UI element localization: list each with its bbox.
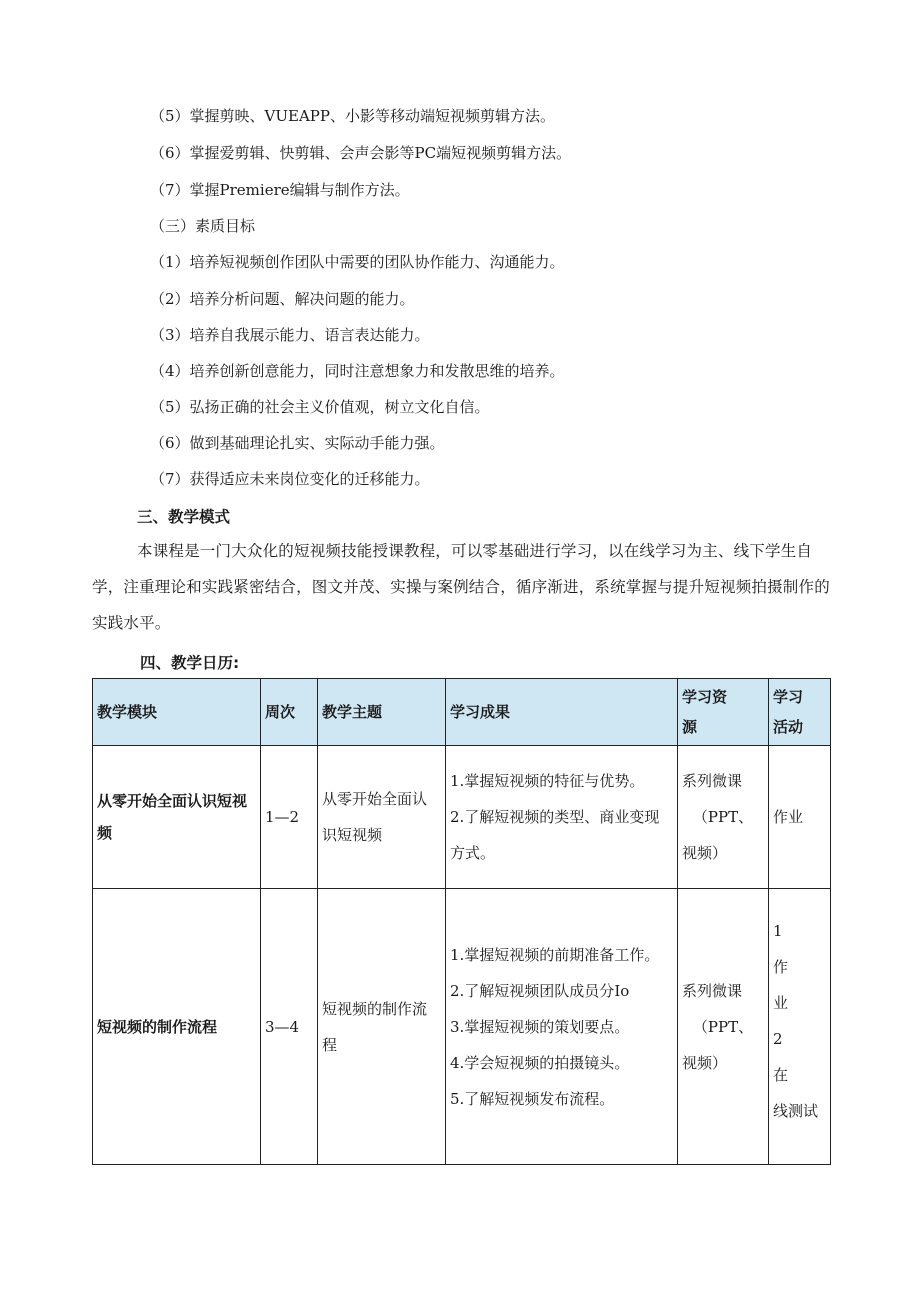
resource-line: 视频）	[682, 1053, 728, 1072]
text-line: （4）培养创新创意能力，同时注意想象力和发散思维的培养。	[150, 362, 565, 380]
cell-activity	[769, 889, 831, 1165]
text-line: （2）培养分析问题、解决问题的能力。	[150, 290, 415, 308]
header-resource	[678, 679, 769, 746]
header-activity-line: 活动	[773, 718, 804, 736]
header-week: 周次	[261, 679, 318, 746]
activity-line: 作业	[773, 808, 804, 826]
cell-activity	[769, 746, 831, 889]
cell-week: 1—2	[261, 746, 318, 889]
resource-line: 视频）	[682, 844, 728, 862]
activity-line: 业	[773, 994, 789, 1012]
header-outcome: 学习成果	[446, 679, 678, 746]
header-topic: 教学主题	[318, 679, 446, 746]
resource-line: （PPT、	[692, 1017, 754, 1036]
text-line: （3）培养自我展示能力、语言表达能力。	[150, 326, 430, 344]
resource-line: （PPT、	[692, 808, 754, 826]
text-line: （6）做到基础理论扎实、实际动手能力强。	[150, 434, 445, 452]
section-heading-calendar: 四、教学日历:	[140, 654, 240, 672]
cell-week: 3—4	[261, 889, 318, 1165]
table-header-row	[93, 679, 831, 746]
cell-topic: 从零开始全面认识短视频	[318, 746, 446, 889]
header-resource-line: 学习资	[682, 688, 728, 706]
cell-topic: 短视频的制作流程	[318, 889, 446, 1165]
header-module: 教学模块	[93, 679, 261, 746]
text-line: （5）弘扬正确的社会主义价值观，树立文化自信。	[150, 398, 490, 416]
outcome-line: 1.掌握短视频的特征与优势。	[450, 772, 645, 790]
cell-module: 从零开始全面认识短视频	[93, 746, 261, 889]
text-line: （5）掌握剪映、VUEAPP、小影等移动端短视频剪辑方法。	[150, 107, 555, 125]
header-activity-line: 学习	[773, 688, 804, 706]
teaching-calendar-table	[92, 678, 831, 1165]
outcome-line: 1.掌握短视频的前期准备工作。	[450, 945, 660, 964]
activity-line: 作	[773, 958, 789, 976]
resource-line: 系列微课	[682, 981, 743, 1000]
activity-line: 2	[773, 1030, 783, 1048]
activity-line: 线测试	[773, 1102, 819, 1120]
text-line: （6）掌握爱剪辑、快剪辑、会声会影等PC端短视频剪辑方法。	[150, 144, 572, 162]
cell-outcome	[446, 889, 678, 1165]
subsection-heading: （三）素质目标	[150, 217, 256, 235]
cell-outcome	[446, 746, 678, 889]
cell-resource	[678, 889, 769, 1165]
activity-line: 在	[773, 1066, 789, 1084]
text-line: （7）获得适应未来岗位变化的迁移能力。	[150, 470, 430, 488]
resource-line: 系列微课	[682, 772, 743, 790]
section-heading-teaching-mode: 三、教学模式	[137, 508, 231, 526]
activity-line: 1	[773, 922, 783, 940]
table-row	[93, 746, 831, 889]
header-activity	[769, 679, 831, 746]
text-line: （7）掌握Premiere编辑与制作方法。	[150, 181, 410, 199]
cell-module: 短视频的制作流程	[93, 889, 261, 1165]
outcome-line: 3.掌握短视频的策划要点。	[450, 1017, 630, 1036]
table-row	[93, 889, 831, 1165]
teaching-mode-paragraph: 本课程是一门大众化的短视频技能授课教程，可以零基础进行学习，以在线学习为主、线下学生自学，注重理论和实践紧密结合，图文并茂、实操与案例结合，循序渐进，系统掌握与提升短视频拍摄制作的实践水平。	[92, 542, 830, 632]
outcome-line: 4.学会短视频的拍摄镜头。	[450, 1053, 630, 1072]
outcome-line: 2.了解短视频团队成员分Io	[450, 981, 630, 1000]
cell-resource	[678, 746, 769, 889]
outcome-line: 方式。	[450, 844, 496, 862]
outcome-line: 5.了解短视频发布流程。	[450, 1089, 615, 1108]
outcome-line: 2.了解短视频的类型、商业变现	[450, 808, 660, 826]
header-resource-line: 源	[682, 718, 698, 736]
text-line: （1）培养短视频创作团队中需要的团队协作能力、沟通能力。	[150, 253, 565, 271]
